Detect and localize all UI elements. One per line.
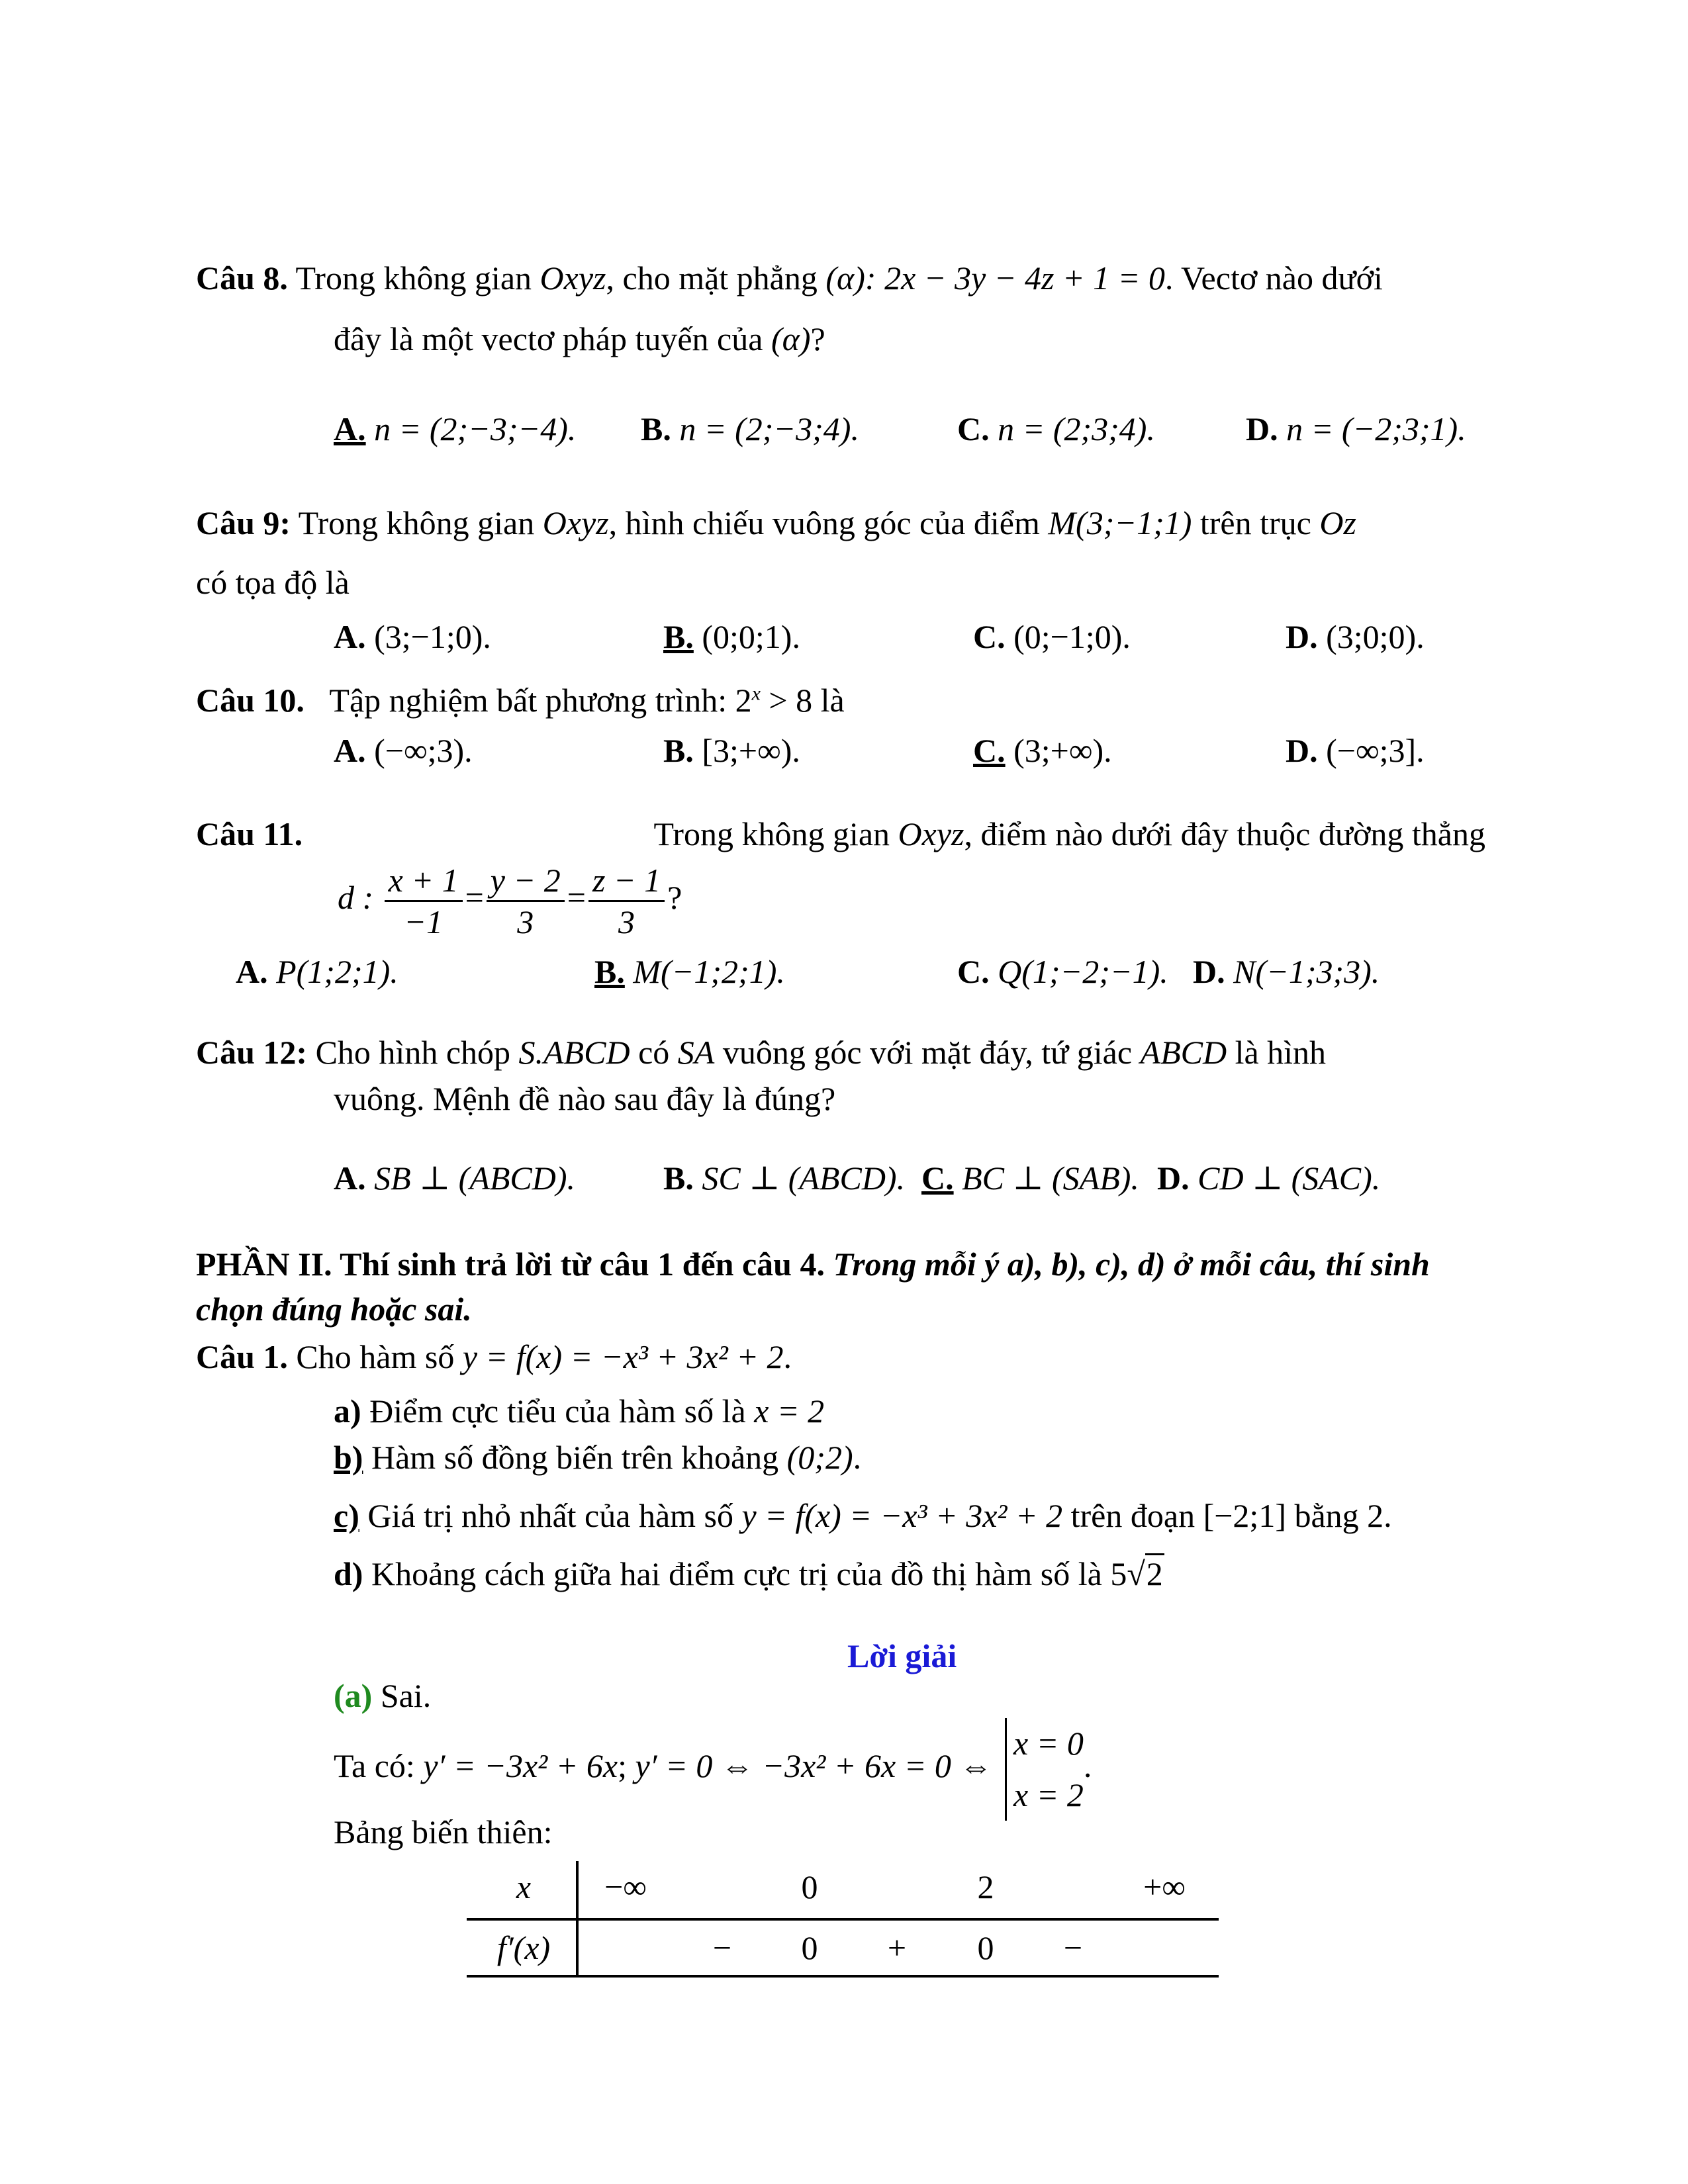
q9-option-a: A. (3;−1;0). [334,618,491,655]
derivative-value: 0 [801,1929,818,1966]
roots-system: x = 0 x = 2 [1005,1718,1084,1821]
q8-stem-line2: đây là một vectơ pháp tuyến của (α)? [334,320,825,357]
derivative-sign: + [887,1929,907,1966]
table-row-divider [467,1918,1219,1921]
sqrt-sign-icon: √ [1127,1555,1145,1592]
q8-option-a: A. n = (2;−3;−4). [334,410,577,447]
derivative-sign: − [1063,1929,1083,1966]
q8-option-d: D. n = (−2;3;1). [1246,410,1466,447]
q12-stem-line2: vuông. Mệnh đề nào sau đây là đúng? [334,1080,836,1117]
q12-option-b: B. SC ⊥ (ABCD). [663,1160,906,1197]
q8-option-b: B. n = (2;−3;4). [641,410,859,447]
q9-stem-line2: có tọa độ là [196,564,350,601]
q8-stem-line1: Câu 8. Trong không gian Oxyz, cho mặt phẳng (α): 2x − 3y − 4z + 1 = 0. Vectơ nào dưới [196,259,1383,296]
p2q1-item-b: b) Hàm số đồng biến trên khoảng (0;2). [334,1439,862,1476]
x-value: 2 [977,1868,994,1905]
q11-option-a: A. P(1;2;1). [236,953,399,990]
q12-stem-line1: Câu 12: Cho hình chóp S.ABCD có SA vuông góc với mặt đáy, tứ giác ABCD là hình [196,1034,1327,1071]
q8-label: Câu 8. [196,259,288,296]
part2-heading-line1: PHẦN II. Thí sinh trả lời từ câu 1 đến câu 4. Trong mỗi ý a), b), c), d) ở mỗi câu, thí sinh [196,1246,1430,1283]
q11-fraction-y: $\frac{y - 2}{3}$ [487,860,565,942]
q11-stem-line1: Câu 11. Trong không gian Oxyz, điểm nào dưới đây thuộc đường thẳng [196,815,1485,852]
row-x-label: x [516,1868,532,1905]
q9-label: Câu 9: [196,504,291,541]
q9-option-d: D. (3;0;0). [1286,618,1425,655]
derivative-value: 0 [977,1929,994,1966]
p2q1-item-d: d) Khoảng cách giữa hai điểm cực trị của đồ thị hàm số là 5√2 [334,1555,1164,1594]
q8-option-c: C. n = (2;3;4). [957,410,1155,447]
q11-option-d: D. N(−1;3;3). [1193,953,1380,990]
solution-title: Lời giải [847,1637,957,1674]
x-value: 0 [801,1868,818,1905]
q11-line-equation: d : $\frac{x + 1}{-1}$ = $\frac{y - 2}{3}$ = $\frac{z - 1}{3}$ ? [338,862,682,940]
q8-alpha: (α) [825,259,865,296]
p2q1-label: Câu 1. [196,1338,288,1375]
q10-option-c: C. (3;+∞). [973,732,1112,769]
q11-label: Câu 11. [196,815,303,852]
solution-a-verdict: (a) Sai. [334,1677,432,1714]
p2q1-item-c: c) Giá trị nhỏ nhất của hàm số y = f(x) = −x³ + 3x² + 2 trên đoạn [−2;1] bằng 2. [334,1497,1392,1534]
q11-option-c: C. Q(1;−2;−1). [957,953,1168,990]
part2-heading-line2: chọn đúng hoặc sai. [196,1291,472,1328]
q9-option-c: C. (0;−1;0). [973,618,1131,655]
row-derivative-label: f′(x) [496,1929,551,1966]
q12-option-c: C. BC ⊥ (SAB). [921,1160,1139,1197]
solution-derivative-line: Ta có: y′ = −3x² + 6x; y′ = 0 ⇔ −3x² + 6x = 0 ⇔ x = 0 x = 2 . [334,1718,1092,1821]
q11-option-b: B. M(−1;2;1). [594,953,785,990]
q10-option-b: B. [3;+∞). [663,732,800,769]
q10-label: Câu 10. [196,682,305,719]
p2q1-stem: Câu 1. Cho hàm số y = f(x) = −x³ + 3x² + 2. [196,1338,792,1375]
q11-fraction-x: $\frac{x + 1}{-1}$ [385,860,463,942]
q9-option-b: B. (0;0;1). [663,618,800,655]
q8-plane-equation: : 2x − 3y − 4z + 1 = 0 [865,259,1165,296]
q12-option-a: A. SB ⊥ (ABCD). [334,1160,576,1197]
q12-option-d: D. CD ⊥ (SAC). [1157,1160,1381,1197]
q10-option-a: A. (−∞;3). [334,732,473,769]
x-value: +∞ [1143,1868,1186,1905]
table-bottom-border [467,1975,1219,1978]
q10-stem: Câu 10. Tập nghiệm bất phương trình: $2^x > 8$ là [196,682,845,719]
q11-fraction-z: $\frac{z - 1}{3}$ [588,860,665,942]
part2-heading: PHẦN II. Thí sinh trả lời từ câu 1 đến câu 4. [196,1246,825,1283]
x-value: −∞ [604,1868,647,1905]
q9-stem-line1: Câu 9: Trong không gian Oxyz, hình chiếu vuông góc của điểm M(3;−1;1) trên trục Oz [196,504,1356,541]
table-caption: Bảng biến thiên: [334,1813,553,1850]
q12-label: Câu 12: [196,1034,308,1071]
p2q1-item-a: a) Điểm cực tiểu của hàm số là x = 2 [334,1392,825,1430]
variation-table [467,1861,1219,1978]
derivative-sign: − [712,1929,732,1966]
q10-option-d: D. (−∞;3]. [1286,732,1425,769]
